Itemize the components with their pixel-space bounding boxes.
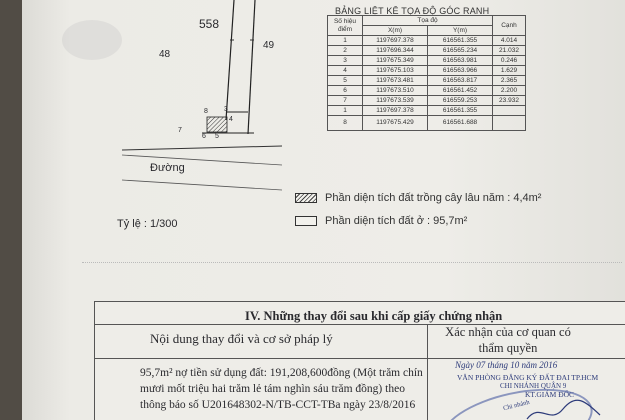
- blank-swatch-icon: [295, 216, 317, 226]
- confirm-date: Ngày 07 tháng 10 năm 2016: [455, 360, 558, 370]
- header-coord: Tọa độ: [363, 16, 493, 26]
- certificate-page: [22, 0, 625, 420]
- office-name: VĂN PHÒNG ĐĂNG KÝ ĐẤT ĐAI TP.HCM: [457, 373, 599, 382]
- branch-name: CHI NHÁNH QUẬN 9: [500, 382, 567, 390]
- road-label: Đường: [150, 162, 185, 174]
- table-row: 6 1197673.510 616561.452 2.200: [328, 86, 526, 96]
- changes-panel: [94, 301, 625, 420]
- table-row: 5 1197673.481 616563.817 2.365: [328, 76, 526, 86]
- coord-header-row: [328, 16, 526, 26]
- hatch-swatch-icon: [295, 193, 317, 203]
- point-label-6: 6: [202, 133, 206, 140]
- legend-perennial: Phần diện tích đất trồng cây lâu năm : 4,4m²: [295, 192, 541, 204]
- coord-table-title: BẢNG LIỆT KÊ TỌA ĐỘ GÓC RANH: [335, 6, 490, 16]
- table-row: 2 1197696.344 616565.234 21.032: [328, 46, 526, 56]
- point-label-7: 7: [178, 127, 182, 134]
- legend-residential: Phần diện tích đất ở : 95,7m²: [295, 215, 467, 227]
- stamp-label: Chi nhánh: [502, 398, 531, 413]
- divider: [82, 262, 622, 263]
- paper-smudge: [62, 20, 122, 60]
- coord-table: [327, 15, 526, 131]
- table-row-extra: 8 1197675.429 616561.688: [328, 116, 526, 131]
- table-row: 7 1197673.539 616559.253 23.932: [328, 96, 526, 106]
- binder-edge: [0, 0, 22, 420]
- table-row: 4 1197675.103 616563.966 1.629: [328, 66, 526, 76]
- header-x: X(m): [363, 26, 428, 36]
- header-edge: Cạnh: [493, 16, 526, 36]
- point-label-4: 4: [229, 116, 233, 123]
- parcel-number-left: 48: [159, 49, 171, 60]
- header-point: Số hiệu điểm: [328, 16, 363, 36]
- table-row: 1 1197697.378 616561.355 4.014: [328, 36, 526, 46]
- signature-icon: [525, 397, 605, 420]
- point-label-8: 8: [204, 108, 208, 115]
- divider: [95, 358, 625, 359]
- change-content: 95,7m² nợ tiền sử dụng đất: 191,208,600đồng (Một trăm chín mươi mốt triệu hai trăm lẻ tám nghìn sáu trăm đồng) theo thông báo số U201648302-N/TB-CCT-TBa ngày 23/8/2016: [140, 367, 423, 411]
- point-label-5: 5: [215, 133, 219, 140]
- point-label-3: 3: [224, 106, 228, 113]
- table-row: 3 1197675.349 616563.981 0.246: [328, 56, 526, 66]
- director-title: KT.GIÁM ĐỐC: [525, 390, 575, 399]
- column-header-confirm: Xác nhận của cơ quan có thẩm quyền: [445, 325, 571, 355]
- map-scale: Tỷ lệ : 1/300: [117, 218, 178, 230]
- section-title: IV. Những thay đổi sau khi cấp giấy chứng nhận: [245, 309, 503, 323]
- parcel-number-right: 49: [263, 40, 275, 51]
- column-header-content: Nội dung thay đổi và cơ sở pháp lý: [150, 331, 333, 346]
- header-y: Y(m): [428, 26, 493, 36]
- parcel-number-main: 558: [199, 17, 220, 31]
- table-row: 1 1197697.378 616561.355: [328, 106, 526, 116]
